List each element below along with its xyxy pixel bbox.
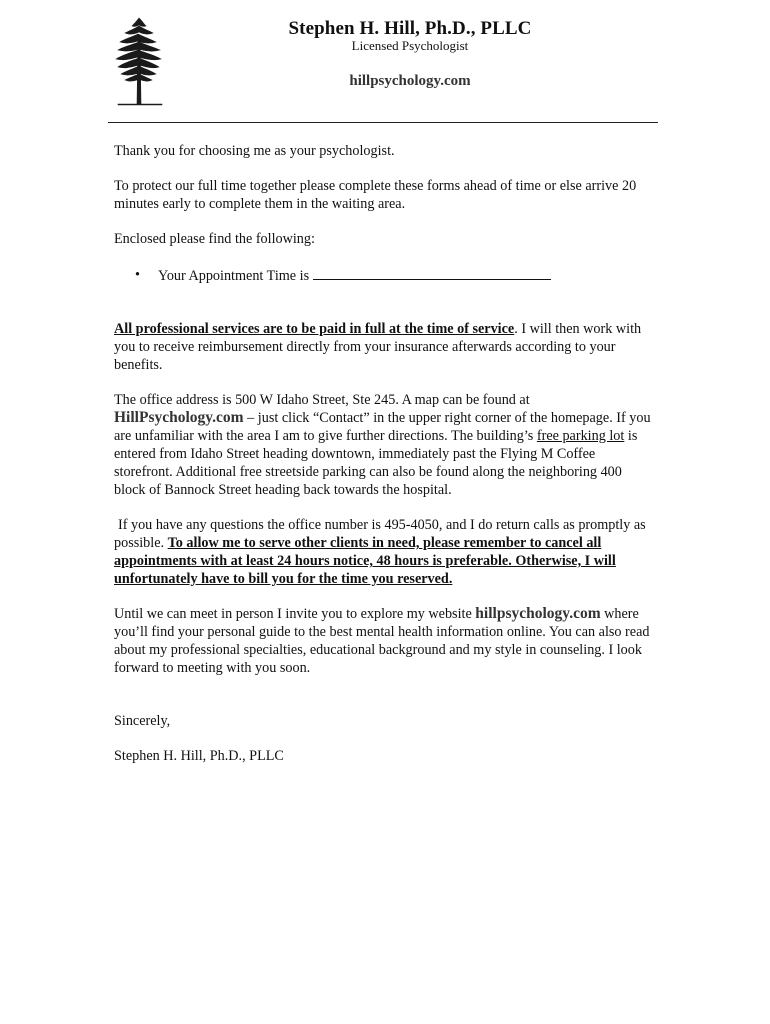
address-paragraph: [114, 391, 656, 499]
questions-paragraph: [114, 516, 656, 588]
tree-logo: [110, 16, 168, 110]
cancellation-policy: To allow me to serve other clients in need, please remember to cancel all appointments with at least 24 hours notice, 48 hours is preferable. Otherwise, I will unfortunately have to bill you for the time you reserved.: [114, 535, 616, 587]
address-website-link[interactable]: HillPsychology.com: [114, 409, 244, 426]
address-text-1: The office address is 500 W Idaho Street, Ste 245. A map can be found at: [114, 392, 530, 408]
address-text-3: is entered from Idaho Street heading downtown, immediately past the Flying M Coffee storefront. Additional free streetside parking can also be found along the neighboring 400 block of Bannock Street heading back towards the hospital.: [114, 428, 638, 498]
letterhead-website: hillpsychology.com: [349, 73, 471, 89]
closing-text-2: where you’ll find your personal guide to the best mental health information online. You can also read about my professional specialties, educational background and my style in counseling. I look forward to meeting with you soon.: [114, 606, 650, 676]
enclosed-paragraph: Enclosed please find the following:: [114, 231, 315, 247]
payment-rest: . I will then work with you to receive reimbursement directly from your insurance afterwards according to your benefits.: [114, 321, 642, 373]
closing-website-link[interactable]: hillpsychology.com: [475, 605, 601, 622]
signature: Stephen H. Hill, Ph.D., PLLC: [114, 748, 284, 764]
payment-paragraph: [114, 320, 656, 374]
closing-text-1: Until we can meet in person I invite you to explore my website: [114, 606, 476, 622]
questions-text: If you have any questions the office number is 495-4050, and I do return calls as promptly as possible.: [114, 517, 646, 551]
signoff: Sincerely,: [114, 713, 171, 729]
bullet-icon: •: [135, 267, 140, 283]
letterhead-title: Licensed Psychologist: [351, 38, 469, 53]
appointment-label: Your Appointment Time is: [158, 268, 310, 284]
appointment-time-blank: [313, 266, 551, 280]
closing-paragraph: [114, 605, 656, 677]
parking-link[interactable]: free parking lot: [536, 428, 625, 444]
letter-body: [114, 142, 656, 782]
letterhead-name: Stephen H. Hill, Ph.D., PLLC: [288, 18, 532, 39]
address-text-2: – just click “Contact” in the upper right corner of the homepage. If you are unfamiliar with the area I am to give further directions. The building’s: [114, 410, 651, 444]
header-divider: [108, 122, 658, 123]
greeting-paragraph: Thank you for choosing me as your psychologist.: [114, 143, 395, 159]
payment-policy: All professional services are to be paid in full at the time of service: [114, 321, 515, 337]
appointment-bullet: [114, 266, 656, 285]
forms-paragraph: To protect our full time together please complete these forms ahead of time or else arrive 20 minutes early to complete them in the waiting area.: [114, 178, 637, 212]
